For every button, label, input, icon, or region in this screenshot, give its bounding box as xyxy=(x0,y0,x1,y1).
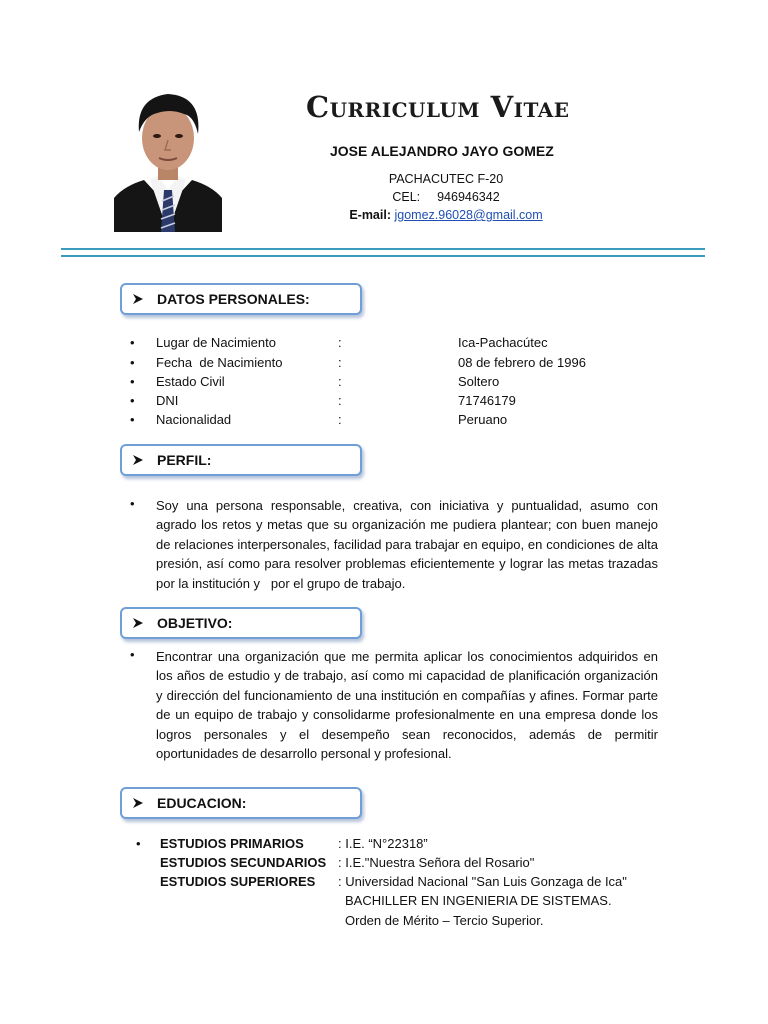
arrow-bullet-icon xyxy=(132,617,144,629)
arrow-bullet-icon xyxy=(132,797,144,809)
section-header-personal xyxy=(120,283,362,315)
bullet-icon: • xyxy=(130,374,135,389)
header-divider-top xyxy=(61,248,705,250)
profile-photo xyxy=(114,86,222,232)
bullet-icon: • xyxy=(130,393,135,408)
bullet-icon: • xyxy=(130,412,135,427)
personal-value: Soltero xyxy=(458,374,500,389)
bullet-icon: • xyxy=(130,355,135,370)
candidate-name: JOSE ALEJANDRO JAYO GOMEZ xyxy=(330,143,554,159)
arrow-bullet-icon xyxy=(132,293,144,305)
bullet-icon: • xyxy=(130,496,135,511)
email-label: E-mail: xyxy=(349,208,391,222)
portrait-image xyxy=(114,86,222,232)
phone-line xyxy=(326,190,566,204)
separator: : xyxy=(338,335,342,350)
address-line: PACHACUTEC F-20 xyxy=(388,172,504,186)
personal-value: 71746179 xyxy=(458,393,516,408)
cv-title: Curriculum Vitae xyxy=(306,90,570,124)
personal-value: Peruano xyxy=(458,412,508,427)
separator: : xyxy=(338,355,342,370)
education-level: ESTUDIOS SECUNDARIOS xyxy=(160,855,327,870)
section-title: OBJETIVO: xyxy=(157,615,233,631)
section-header-objective xyxy=(120,607,362,639)
phone-label: CEL: xyxy=(392,190,421,204)
education-level: ESTUDIOS PRIMARIOS xyxy=(160,836,304,851)
merit-line: Orden de Mérito – Tercio Superior. xyxy=(345,913,544,928)
personal-row xyxy=(130,393,670,412)
personal-key: Estado Civil xyxy=(156,374,225,389)
personal-value: 08 de febrero de 1996 xyxy=(458,355,586,370)
personal-row xyxy=(130,412,670,431)
section-title: EDUCACION: xyxy=(157,795,247,811)
personal-row xyxy=(130,374,670,393)
phone-number: 946946342 xyxy=(437,190,500,204)
degree-line: BACHILLER EN INGENIERIA DE SISTEMAS. xyxy=(345,893,612,908)
bullet-icon: • xyxy=(136,836,141,851)
separator: : xyxy=(338,412,342,427)
bullet-icon: • xyxy=(130,335,135,350)
section-title: DATOS PERSONALES: xyxy=(157,291,310,307)
personal-row xyxy=(130,355,670,374)
education-institution: : I.E. “N°22318” xyxy=(338,836,428,851)
bullet-icon: • xyxy=(130,647,135,662)
section-title: PERFIL: xyxy=(157,452,212,468)
personal-value: Ica-Pachacútec xyxy=(458,335,548,350)
personal-key: Fecha de Nacimiento xyxy=(156,355,283,370)
header-divider-bottom xyxy=(61,255,705,257)
separator: : xyxy=(338,393,342,408)
section-header-profile xyxy=(120,444,362,476)
objective-text: Encontrar una organización que me permita aplicar los conocimientos adquiridos en los años de estudio y de trabajo, así como mi capacidad de planificación organización y dirección del funcionamiento de una institución en compañías y afines. Formar parte de un equipo de trabajo y consolidarme profesionalmente en una empresa donde los logros personales y el desempeño sean reconocidos, además de permitir oportunidades de desarrollo personal y profesional. xyxy=(156,649,658,762)
email-link[interactable]: jgomez.96028@gmail.com xyxy=(394,208,543,222)
personal-key: DNI xyxy=(156,393,179,408)
education-institution: : Universidad Nacional "San Luis Gonzaga de Ica" xyxy=(338,874,627,889)
personal-row xyxy=(130,335,670,354)
email-line xyxy=(326,208,566,222)
separator: : xyxy=(338,374,342,389)
profile-text: Soy una persona responsable, creativa, con iniciativa y puntualidad, asumo con agrado los retos y metas que su organización me pudiera plantear; con buen manejo de relaciones interpersonales, facilidad para trabajar en equipo, en condiciones de alta presión, así como para resolver problemas eficientemente y lograr las metas trazadas por la institución y por el grupo de trabajo. xyxy=(156,498,662,591)
personal-key: Lugar de Nacimiento xyxy=(156,335,276,350)
section-header-education xyxy=(120,787,362,819)
education-level: ESTUDIOS SUPERIORES xyxy=(160,874,316,889)
arrow-bullet-icon xyxy=(132,454,144,466)
personal-key: Nacionalidad xyxy=(156,412,232,427)
education-institution: : I.E."Nuestra Señora del Rosario" xyxy=(338,855,535,870)
